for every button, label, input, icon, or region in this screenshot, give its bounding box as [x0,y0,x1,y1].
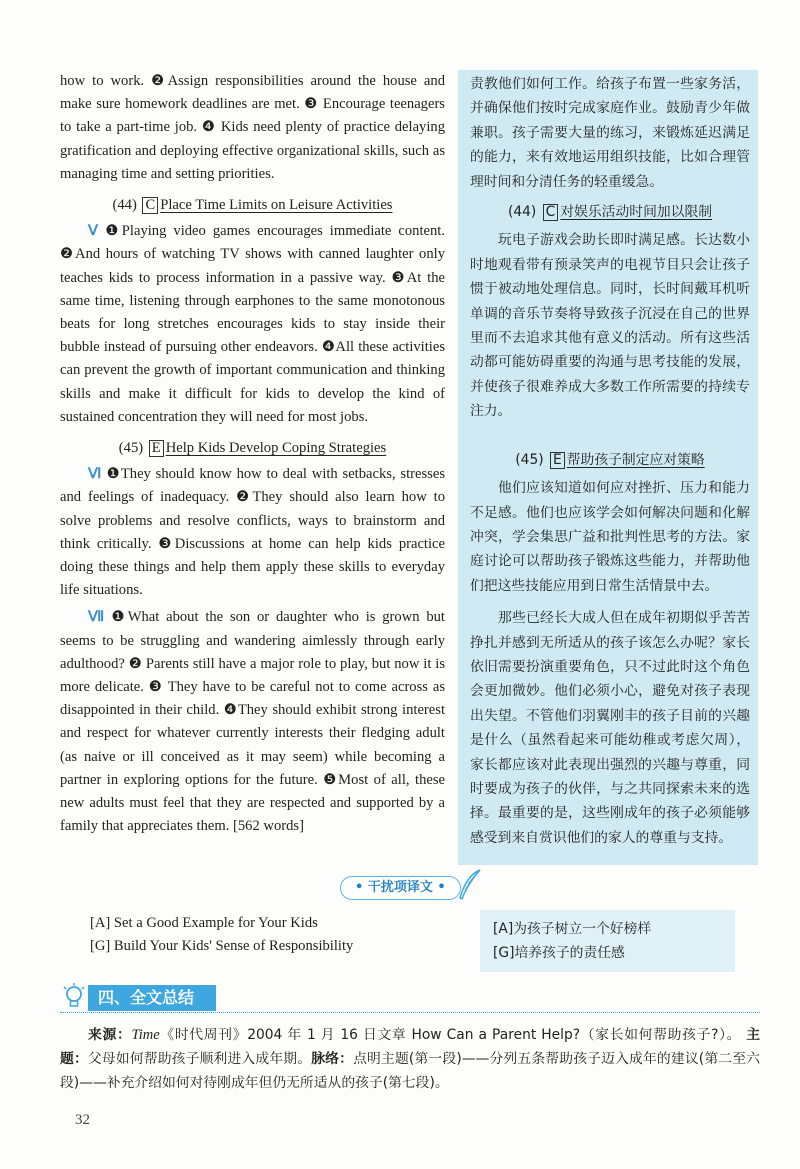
section-title: 帮助孩子制定应对策略 [566,451,705,468]
answer-letter-box: E [550,452,565,469]
distractor-cn-item: [A]为孩子树立一个好榜样 [493,921,652,937]
paragraph-roman-numeral: Ⅶ [88,609,108,626]
quill-icon [456,868,482,902]
distractor-cn-item: [G]培养孩子的责任感 [493,945,625,961]
section-title: 对娱乐活动时间加以限制 [560,204,713,221]
answer-letter-box: E [149,440,164,457]
section-44-heading: (44) C Place Time Limits on Leisure Activities [112,197,393,214]
cn-section-44-heading: (44) C 对娱乐活动时间加以限制 [507,204,713,221]
english-text-column [60,70,445,839]
summary-title: 四、全文总结 [98,988,195,1007]
distractor-en-item: [A] Set a Good Example for Your Kids [90,915,318,931]
paragraph-roman-numeral: Ⅴ [88,223,102,240]
chinese-paragraph-5: 玩电子游戏会助长即时满足感。长达数小时地观看带有预录笑声的电视节目只会让孩子惯于被动地处理信息。同时，长时间戴耳机听单调的音乐节奏将导致孩子沉浸在自己的世界里而不去追求其他有意义的活动。所有这些活动都可能妨碍重要的沟通与思考技能的发展，并使孩子很难养成大多数工作所需要的持续专注力。 [470,232,750,420]
distractor-translation-label: • 干扰项译文 • [340,876,461,900]
page-number: 32 [75,1112,90,1128]
english-paragraph-6: Ⅵ ❶They should know how to deal with setbacks, stresses and feelings of inadequacy. ❷They should also learn how to solve problems and resolve conflicts, ways to brainstorm and think critically. ❸Discussions at home can help kids practice doing these things and help them apply these skills to everyday life situations. [60,466,445,599]
english-paragraph-5: Ⅴ ❶Playing video games encourages immediate content. ❷And hours of watching TV shows with canned laughter only teaches kids to process information in a passive way. ❸At the same time, listening through earphones to the same monotonous beats for long stretches encourages kids to stay inside their bubble instead of pursuing other endeavors. ❹All these activities can prevent the growth of important communication and thinking skills and make it difficult for kids to develop the kind of sustained concentration they will need for most jobs. [60,223,446,425]
section-45-heading: (45) E Help Kids Develop Coping Strategies [118,440,387,457]
source-magazine: Time [131,1027,160,1043]
summary-text: 来源：Time《时代周刊》2004 年 1 月 16 日文章 How Can a Parent Help?（家长如何帮助孩子?）。 主题：父母如何帮助孩子顺利进入成年期。脉络：点明主题(第一段)——分列五条帮助孩子迈入成年的建议(第二至六段)——补充介绍如何对待刚成年但仍无所适从的孩子(第七段)。 [60,1027,761,1091]
chinese-paragraph-4-end: 责教他们如何工作。给孩子布置一些家务活，并确保他们按时完成家庭作业。鼓励青少年做兼职。孩子需要大量的练习，来锻炼延迟满足的能力，来有效地运用组织技能，比如合理管理时间和分清任务的轻重缓急。 [470,76,750,190]
cn-section-45-heading: (45) E 帮助孩子制定应对策略 [515,451,705,468]
chinese-paragraph-6: 他们应该知道如何应对挫折、压力和能力不足感。他们也应该学会如何解决问题和化解冲突，学会集思广益和批判性思考的方法。家庭讨论可以帮助孩子锻炼这些能力，并帮助他们把这些技能应用到日常生活情景中去。 [470,480,750,594]
paragraph-roman-numeral: Ⅵ [88,466,103,483]
lightbulb-icon [62,983,86,1011]
distractor-en-item: [G] Build Your Kids' Sense of Responsibility [90,938,354,954]
chinese-paragraph-7: 那些已经长大成人但在成年初期似乎苦苦挣扎并感到无所适从的孩子该怎么办呢？家长依旧需要扮演重要角色，只不过此时这个角色会更加微妙。他们必须小心，避免对孩子表现出失望。不管他们羽翼刚丰的孩子目前的兴趣是什么（虽然看起来可能幼稚或考虑欠周），家长都应该对此表现出强烈的兴趣与尊重，同时要成为孩子的伙伴，与之共同探索未来的选择。最重要的是，这些刚成年的孩子必须能够感受到来自赏识他们的家人的尊重与支持。 [470,610,750,846]
answer-letter-box: C [142,197,158,214]
divider [60,1012,760,1013]
english-paragraph-7: Ⅶ ❶What about the son or daughter who is grown but seems to be struggling and wandering aimlessly through early adulthood? ❷ Parents still have a major role to play, but now it is more delicate. ❸ They have to be careful not to come across as disappointed in their child. ❹They should exhibit strong interest and respect for whatever currently interests their fledging adult (as naive or ill conceived as it may seem) while becoming a partner in exploring options for the future. ❺Most of all, these new adults must feel that they are respected and supported by a family that appreciates them. [562 words] [60,609,445,835]
answer-letter-box: C [543,204,559,221]
english-paragraph-4-end: how to work. ❷Assign responsibilities around the house and make sure homework deadlines are met. ❸ Encourage teenagers to take a part-time job. ❹ Kids need plenty of practice delaying gratification and deploying effective organizational skills, such as managing time and setting priorities. [60,73,445,182]
section-title: Help Kids Develop Coping Strategies [165,440,387,457]
chinese-text-column [470,72,750,850]
section-title: Place Time Limits on Leisure Activities [160,197,393,214]
